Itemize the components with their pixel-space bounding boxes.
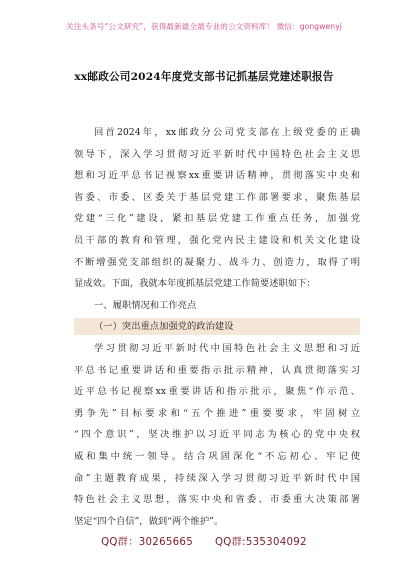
document-body	[74, 122, 360, 532]
paragraph-line: 平总书记重要讲话和重要指示批示精神，认真贯彻落实习	[74, 364, 360, 376]
subheading-row	[74, 316, 360, 338]
paragraph-line: 近平总书记视察xx重要讲话和指示批示，聚焦“作示范、	[74, 386, 360, 398]
paragraph-line: 不断增强党支部组织的凝聚力、战斗力、创造力，取得了明	[74, 256, 360, 268]
paragraph-line: 勇争先”目标要求和“五个推进”重要要求，牢固树立	[74, 407, 360, 419]
paragraph-line: 回首2024年，xx邮政分公司党支部在上级党委的正确	[94, 127, 360, 138]
paragraph-line: 党建“三化”建设，紧扣基层党建工作重点任务，加强党	[74, 213, 360, 225]
paragraph-line: 坚定“四个自信”，做到“两个维护”。	[74, 515, 224, 527]
qq-group-1: QQ群：30265665	[101, 537, 193, 548]
paragraph-line: 特色社会主义思想，落实中央和省委、市委重大决策部署	[74, 494, 360, 506]
subsection-heading: （一）突出重点加强党的政治建设	[94, 321, 234, 333]
paragraph-line: 显成效。下面，我就本年度抓基层党建工作简要述职如下：	[74, 278, 316, 290]
paragraph-line: 威和集中统一领导。结合巩固深化“不忘初心、牢记使	[74, 450, 360, 462]
paragraph-line: 命”主题教育成果，持续深入学习贯彻习近平新时代中国	[74, 472, 360, 484]
paragraph-line: 学习贯彻习近平新时代中国特色社会主义思想和习近	[94, 342, 360, 354]
qq-group-2: QQ群:535304092	[214, 537, 307, 548]
paragraph-line: 员干部的教育和管理，强化党内民主建设和机关文化建设	[74, 234, 360, 246]
paragraph-line: 想和习近平总书记视察xx重要讲话精神，贯彻落实中央和	[74, 170, 360, 182]
footer-contact	[0, 533, 408, 548]
paragraph-line: 省委、市委、区委关于基层党建工作部署要求，聚焦基层	[74, 191, 360, 203]
document-title: xx邮政公司2024年度党支部书记抓基层党建述职报告	[74, 71, 334, 83]
header-banner: 关注头条号“公文研究”，获得最新最全最专业的公文资料库！ 微信：gongwenyj	[66, 22, 342, 31]
paragraph-line: “四个意识”，坚决维护以习近平同志为核心的党中央权	[74, 429, 360, 441]
section-heading: 一、履职情况和工作亮点	[94, 299, 197, 311]
paragraph-line: 领导下，深入学习贯彻习近平新时代中国特色社会主义思	[74, 148, 360, 160]
